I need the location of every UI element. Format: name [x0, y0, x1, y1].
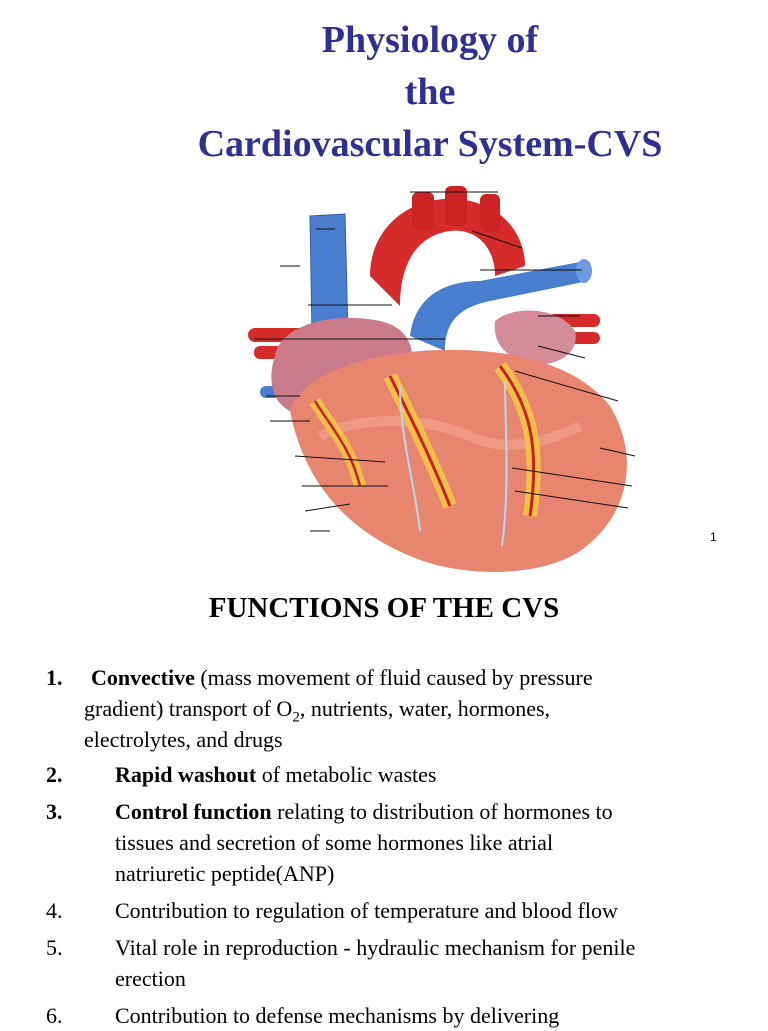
- section-heading: FUNCTIONS OF THE CVS: [208, 592, 560, 624]
- item-text: Vital role in reproduction - hydraulic mechanism for penile: [115, 935, 636, 960]
- list-item: [46, 895, 736, 926]
- item-text: natriuretic peptide(ANP): [115, 861, 335, 886]
- slide-title: [0, 14, 768, 170]
- item-text: relating to distribution of hormones to: [271, 799, 613, 824]
- item-text: , nutrients, water, hormones,: [299, 696, 551, 721]
- list-item: [46, 759, 736, 790]
- item-number: 2.: [46, 762, 63, 787]
- item-number: 4.: [46, 898, 63, 923]
- list-item: [46, 796, 736, 889]
- title-line-2: the: [404, 71, 456, 113]
- heart-illustration: [240, 186, 640, 576]
- item-text: Contribution to regulation of temperature and blood flow: [115, 898, 618, 923]
- list-item: [46, 932, 736, 994]
- item-number: 1.: [46, 665, 63, 690]
- title-line-3: Cardiovascular System-CVS: [197, 123, 663, 165]
- slide-number: 1: [710, 530, 717, 544]
- title-line-1: Physiology of: [321, 19, 539, 61]
- item-keyword: Control function: [115, 799, 272, 824]
- item-text: tissues and secretion of some hormones like atrial: [115, 830, 554, 855]
- item-text: of metabolic wastes: [256, 762, 437, 787]
- list-item: [46, 662, 736, 755]
- item-text: gradient) transport of O: [84, 696, 293, 721]
- item-text: (mass movement of fluid caused by pressure: [194, 665, 593, 690]
- subscript-2: 2: [292, 709, 300, 726]
- item-text: erection: [115, 966, 186, 991]
- item-keyword: Convective: [91, 665, 195, 690]
- item-text: Contribution to defense mechanisms by delivering: [115, 1003, 560, 1028]
- functions-list: [46, 662, 736, 1031]
- list-item: [46, 1000, 736, 1031]
- item-number: 6.: [46, 1003, 63, 1028]
- item-keyword: Rapid washout: [115, 762, 257, 787]
- item-number: 3.: [46, 799, 63, 824]
- item-text: electrolytes, and drugs: [84, 727, 283, 752]
- item-number: 5.: [46, 935, 63, 960]
